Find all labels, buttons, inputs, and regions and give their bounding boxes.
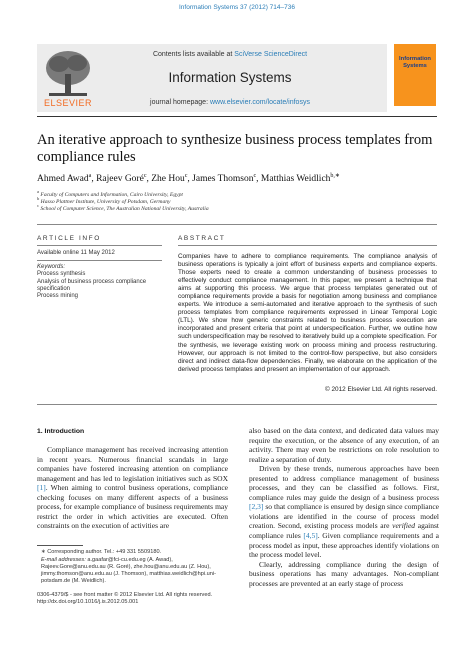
keyword: Process mining bbox=[37, 293, 79, 300]
abstract-copyright: © 2012 Elsevier Ltd. All rights reserved. bbox=[325, 386, 437, 393]
abstract-divider bbox=[178, 245, 437, 246]
emphasis: verified bbox=[392, 521, 416, 531]
affiliation-mark: c bbox=[37, 203, 39, 208]
keywords-divider bbox=[37, 260, 162, 261]
paper-title: An iterative approach to synthesize business process templates from compliance rules bbox=[37, 132, 433, 165]
affiliation bbox=[37, 202, 437, 213]
journal-title: Information Systems bbox=[168, 70, 292, 85]
availability-date: Available online 11 May 2012 bbox=[37, 250, 115, 256]
reference-link[interactable]: [4,5] bbox=[303, 531, 318, 541]
body-divider bbox=[37, 404, 437, 405]
text-run: Driven by these trends, numerous approaches have been presented to address compliance management of business processes, and they can be classified as follows. First, compliance rules may guide the design of a business process bbox=[249, 464, 439, 502]
email-addresses bbox=[41, 557, 237, 585]
section-heading-introduction: 1. Introduction bbox=[37, 428, 85, 435]
author-name: James Thomson bbox=[192, 174, 254, 185]
email-list[interactable]: a.gaafar@fci-cu.edu.eg (A. Awad), Rajeev.Gore@anu.edu.au (R. Goré), zhe.hou@anu.edu.au (Z. Hou), jimmy.thomson@anu.edu.au (J. Thomson), matthias.weidlich@hpi.uni-potsdam.de (M. Weidlich). bbox=[41, 557, 216, 584]
author-name: Zhe Hou bbox=[151, 174, 185, 185]
author-name: Rajeev Goré bbox=[96, 174, 144, 185]
issn-line: 0306-4379/$ - see front matter © 2012 Elsevier Ltd. All rights reserved. bbox=[37, 592, 213, 598]
header-divider bbox=[37, 116, 437, 117]
affiliation-text: Faculty of Computers and Information, Cairo University, Egypt bbox=[40, 191, 183, 198]
paragraph bbox=[37, 445, 228, 531]
homepage-link[interactable]: www.elsevier.com/locate/infosys bbox=[209, 99, 310, 106]
journal-cover-thumbnail bbox=[394, 44, 436, 106]
article-info-divider bbox=[37, 245, 162, 246]
footnote-divider bbox=[37, 545, 83, 546]
doi-link[interactable]: http://dx.doi.org/10.1016/j.is.2012.05.001 bbox=[37, 599, 139, 605]
author-name: Matthias Weidlich bbox=[260, 174, 331, 185]
body-column-right bbox=[249, 426, 439, 588]
text-run: so that compliance is ensured by design since compliance violations are identified in the course of process model creation. Second, existing process models are bbox=[249, 502, 439, 531]
author-affil-mark: c bbox=[253, 173, 257, 179]
email-label: E-mail addresses: bbox=[41, 557, 86, 563]
author-list: Ahmed Awad$^a$, Rajeev Goré$^c$, Zhe Hou$^c$, James Thomson$^c$, Matthias Weidlich$^{b,∗}$ bbox=[37, 173, 340, 185]
text-run: . When aiming to control business operations, compliance checking focuses on many different aspects of a business process, for example compliance of business requirements may restrict the order in which activities are executed. Often constraints on the execution of activities are bbox=[37, 483, 228, 531]
keywords-label: Keywords: bbox=[37, 264, 66, 270]
author-affil-mark: c bbox=[143, 173, 147, 179]
keyword: Analysis of business process compliance specification bbox=[37, 278, 147, 292]
journal-citation: Information Systems 37 (2012) 714–736 bbox=[179, 4, 295, 11]
text-run: against compliance rules bbox=[249, 521, 439, 541]
paragraph bbox=[249, 464, 439, 559]
cover-title: Information Systems bbox=[399, 56, 431, 69]
affiliation-text: School of Computer Science, The Australian National University, Australia bbox=[40, 205, 209, 212]
article-info-heading: ARTICLE INFO bbox=[37, 235, 101, 242]
paragraph: Clearly, addressing compliance during the design of business operations has many advantages. Non-compliant processes are prevented at an early stage of process bbox=[249, 559, 439, 588]
corresponding-author-note: ∗ Corresponding author. Tel.: +49 331 5509180. bbox=[41, 549, 162, 555]
sciencedirect-link[interactable]: SciVerse ScienceDirect bbox=[234, 51, 308, 58]
text-run: Compliance management has received increasing attention in recent years. Numerous financial scandals in large companies have fostered increasing attention on compliance management and has led to legislation initiatives such as SOX bbox=[37, 445, 228, 483]
author-affil-mark: b,∗ bbox=[330, 173, 340, 179]
paragraph: also based on the data context, and dedicated data values may require the execution, or the absence of any execution, of an activity. There may even be restrictions on role resolution to realize a separation of duty. bbox=[249, 426, 439, 464]
contents-availability bbox=[130, 51, 330, 58]
author-affil-mark: a bbox=[88, 173, 92, 179]
affiliation-text: Hasso Plattner Institute, University of Potsdam, Germany bbox=[40, 198, 171, 205]
section-divider bbox=[37, 224, 437, 225]
abstract-body: Companies have to adhere to compliance requirements. The compliance analysis of business operations is typically a joint effort of business experts and compliance experts. Those experts need to create a common understanding of business processes to effectively conduct compliance management. In this paper, we present a technique that aims at supporting this process. We argue that process templates generated out of compliance requirements provide a basis for negotiation among business and compliance experts. We introduce a semi-automated and iterative approach to the synthesis of such process templates from compliance requirements expressed in Linear Temporal Logic (LTL). We show how generic constraints related to business process execution are incorporated and present criteria that point at underspecification. Further, we outline how such underspecification may be resolved to iteratively build up a complete specification. For the synthesis, we leverage existing work on process mining and process restructuring. However, our approach is not limited to the control-flow perspective, but also considers direct and indirect data-flow dependencies. Finally, we elaborate on the application of the derived process templates and present an implementation of our approach. bbox=[178, 253, 437, 373]
keywords-block bbox=[37, 264, 149, 300]
reference-link[interactable]: [1] bbox=[37, 483, 46, 493]
reference-link[interactable]: [2,3] bbox=[249, 502, 264, 512]
author-affil-mark: c bbox=[184, 173, 188, 179]
publisher-name: ELSEVIER bbox=[43, 98, 93, 108]
text-run: . Given compliance requirements and a process model as input, these approaches identify violations on the process model level. bbox=[249, 531, 439, 560]
body-column-left bbox=[37, 445, 228, 531]
contents-prefix: Contents lists available at bbox=[152, 51, 235, 58]
abstract-heading: ABSTRACT bbox=[178, 235, 226, 242]
author-name: Ahmed Awad bbox=[37, 174, 89, 185]
keyword: Process synthesis bbox=[37, 271, 86, 278]
affiliation-mark: a bbox=[37, 189, 39, 194]
homepage-prefix: journal homepage: bbox=[150, 99, 210, 106]
journal-homepage bbox=[130, 99, 330, 106]
affiliation-mark: b bbox=[37, 196, 40, 201]
